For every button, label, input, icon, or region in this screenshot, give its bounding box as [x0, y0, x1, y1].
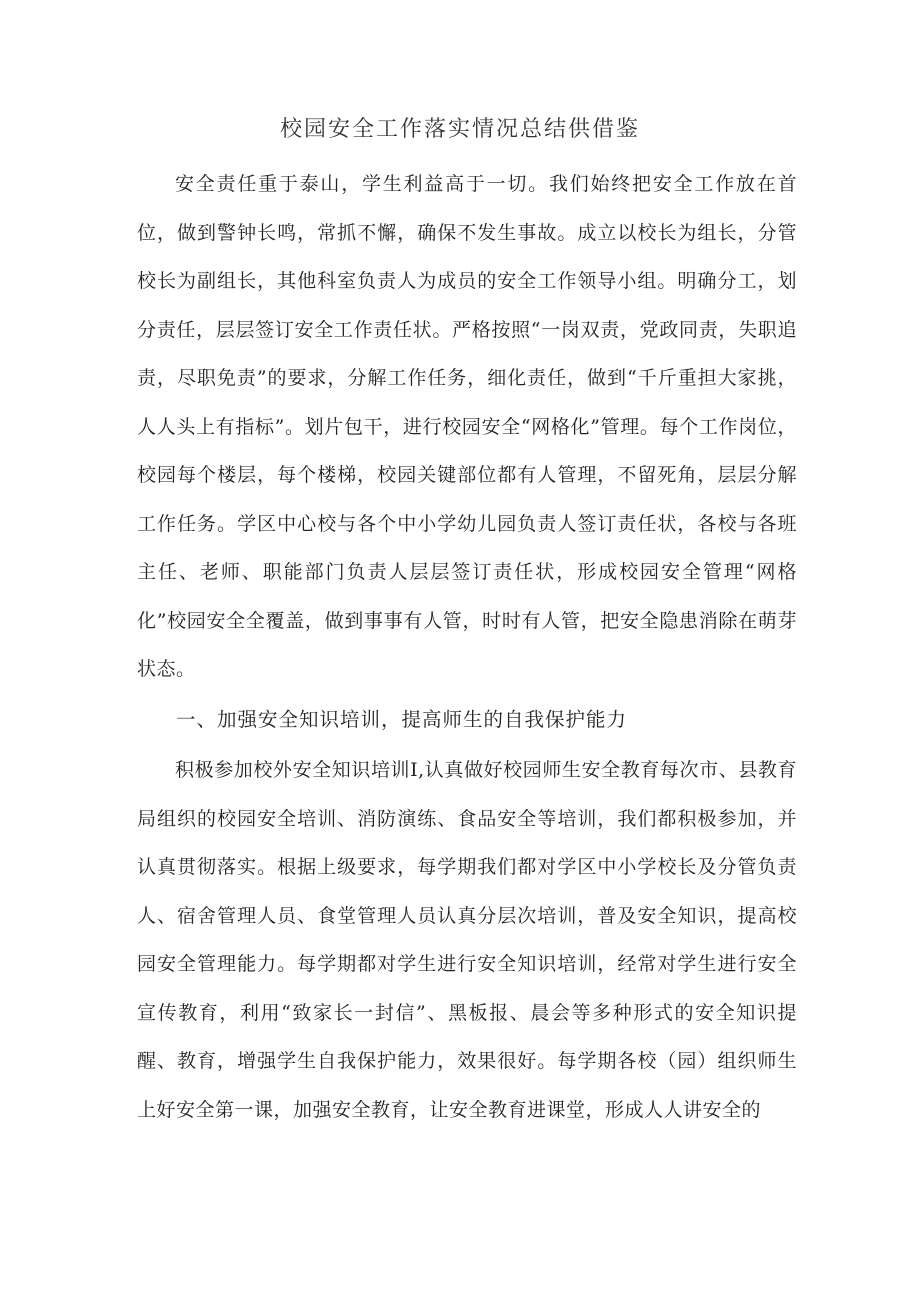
section-paragraph: 积极参加校外安全知识培训I,认真做好校园师生安全教育每次市、县教育局组织的校园安全培训、消防演练、食品安全等培训，我们都积极参加，并认真贯彻落实。根据上级要求，每学期我们都对学区中小学校长及分管负责人、宿舍管理人员、食堂管理人员认真分层次培训，普及安全知识，提高校园安全管理能力。每学期都对学生进行安全知识培训，经常对学生进行安全宣传教育，利用“致家长一封信”、黑板报、晨会等多种形式的安全知识提醒、教育，增强学生自我保护能力，效果很好。每学期各校（园）组织师生上好安全第一课，加强安全教育，让安全教育进课堂，形成人人讲安全的 [137, 759, 797, 1121]
body-paragraph: 安全责任重于泰山，学生利益高于一切。我们始终把安全工作放在首位，做到警钟长鸣，常抓不懈，确保不发生事故。成立以校长为组长，分管校长为副组长，其他科室负责人为成员的安全工作领导小组。明确分工，划分责任，层层签订安全工作责任状。严格按照“一岗双责，党政同责，失职追责，尽职免责”的要求，分解工作任务，细化责任，做到“千斤重担大家挑，人人头上有指标”。划片包干，进行校园安全“网格化”管理。每个工作岗位，校园每个楼层，每个楼梯，校园关键部位都有人管理，不留死角，层层分解工作任务。学区中心校与各个中小学幼儿园负责人签订责任状，各校与各班主任、老师、职能部门负责人层层签订责任状，形成校园安全管理“网格化”校园安全全覆盖，做到事事有人管，时时有人管，把安全隐患消除在萌芽状态。 [137, 173, 797, 680]
document-title: 校园安全工作落实情况总结供借鉴 [279, 117, 640, 142]
section-heading: 一、加强安全知识培训，提高师生的自我保护能力 [176, 708, 628, 731]
